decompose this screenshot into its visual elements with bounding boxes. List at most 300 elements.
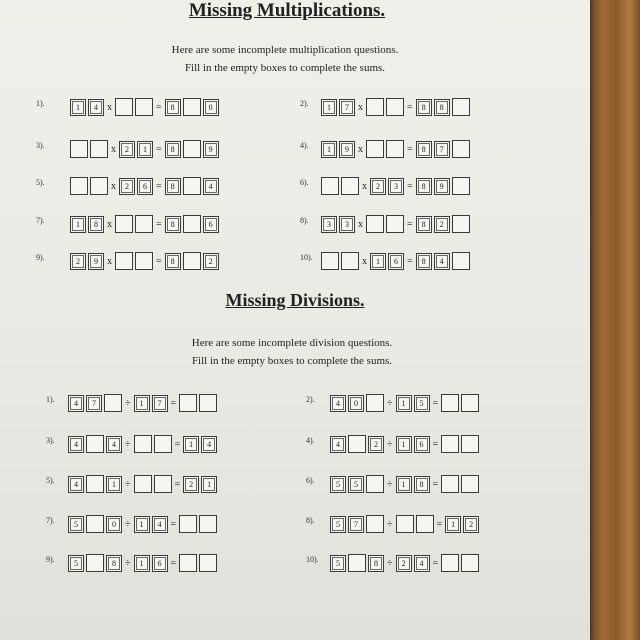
digit-box: [70, 99, 86, 116]
digit-text: 2: [465, 518, 477, 531]
answer-box-empty[interactable]: [416, 515, 434, 533]
digit-text: 5: [416, 397, 428, 410]
answer-box-empty[interactable]: [183, 252, 201, 270]
digit-box: [396, 395, 412, 412]
digit-text: 8: [436, 101, 448, 114]
answer-box-empty[interactable]: [341, 177, 359, 195]
equation-row: [321, 176, 472, 196]
divide-sign: ÷: [125, 478, 131, 490]
digit-box: [339, 216, 355, 233]
digit-text: 1: [323, 143, 335, 156]
equation-row: [70, 214, 221, 234]
digit-text: 9: [90, 255, 102, 268]
answer-box-empty[interactable]: [461, 435, 479, 453]
equation-row: [68, 434, 219, 454]
digit-box: [119, 141, 135, 158]
answer-box-empty[interactable]: [115, 252, 133, 270]
equation-row: [321, 139, 472, 159]
digit-box: [68, 476, 84, 493]
digit-box: [70, 216, 86, 233]
digit-text: 4: [90, 101, 102, 114]
equation-row: [70, 176, 221, 196]
digit-text: 4: [205, 180, 217, 193]
digit-text: 9: [341, 143, 353, 156]
digit-text: 4: [436, 255, 448, 268]
digit-box: [106, 516, 122, 533]
question-number: 6).: [300, 178, 309, 187]
digit-box: [203, 216, 219, 233]
answer-box-empty[interactable]: [199, 554, 217, 572]
answer-box-empty[interactable]: [441, 435, 459, 453]
question-number: 2).: [300, 99, 309, 108]
equation-row: [330, 434, 481, 454]
digit-text: 8: [418, 143, 430, 156]
digit-text: 5: [332, 557, 344, 570]
digit-box: [70, 253, 86, 270]
answer-box-empty[interactable]: [154, 475, 172, 493]
divide-sign: ÷: [125, 518, 131, 530]
answer-box-empty[interactable]: [441, 554, 459, 572]
answer-box-empty[interactable]: [366, 475, 384, 493]
digit-box: [388, 253, 404, 270]
answer-box-empty[interactable]: [366, 215, 384, 233]
answer-box-empty[interactable]: [199, 394, 217, 412]
digit-box: [88, 216, 104, 233]
answer-box-empty[interactable]: [135, 98, 153, 116]
equals-sign: =: [407, 143, 413, 155]
answer-box-empty[interactable]: [199, 515, 217, 533]
digit-box: [348, 516, 364, 533]
divide-sign: ÷: [125, 557, 131, 569]
digit-text: 4: [203, 438, 215, 451]
digit-text: 2: [436, 218, 448, 231]
digit-text: 2: [185, 478, 197, 491]
digit-text: 4: [70, 397, 82, 410]
digit-box: [330, 516, 346, 533]
digit-text: 0: [205, 101, 217, 114]
answer-box-empty[interactable]: [386, 140, 404, 158]
equals-sign: =: [407, 180, 413, 192]
answer-box-empty[interactable]: [321, 177, 339, 195]
digit-box: [88, 253, 104, 270]
digit-box: [416, 253, 432, 270]
digit-box: [152, 516, 168, 533]
digit-box: [152, 395, 168, 412]
division-title: Missing Divisions.: [225, 290, 365, 310]
digit-box: [396, 436, 412, 453]
equals-sign: =: [407, 218, 413, 230]
digit-box: [416, 178, 432, 195]
answer-box-empty[interactable]: [348, 554, 366, 572]
equals-sign: =: [156, 218, 162, 230]
digit-text: 1: [108, 478, 120, 491]
digit-box: [463, 516, 479, 533]
equation-row: [68, 393, 219, 413]
equation-row: [70, 251, 221, 271]
answer-box-empty[interactable]: [70, 140, 88, 158]
answer-box-empty[interactable]: [321, 252, 339, 270]
answer-box-empty[interactable]: [86, 475, 104, 493]
answer-box-empty[interactable]: [179, 515, 197, 533]
answer-box-empty[interactable]: [386, 98, 404, 116]
digit-box: [165, 178, 181, 195]
digit-box: [414, 476, 430, 493]
answer-box-empty[interactable]: [461, 475, 479, 493]
divide-sign: ÷: [387, 557, 393, 569]
digit-box: [434, 216, 450, 233]
equation-row: [68, 553, 219, 573]
answer-box-empty[interactable]: [341, 252, 359, 270]
digit-box: [106, 555, 122, 572]
answer-box-empty[interactable]: [86, 515, 104, 533]
digit-box: [134, 516, 150, 533]
equals-sign: =: [174, 438, 181, 450]
digit-text: 8: [167, 218, 179, 231]
question-number: 9).: [36, 253, 45, 262]
digit-text: 2: [121, 143, 133, 156]
digit-text: 6: [205, 218, 217, 231]
digit-text: 8: [108, 557, 120, 570]
equation-row: [68, 514, 219, 534]
digit-text: 6: [154, 557, 166, 570]
digit-text: 4: [108, 438, 120, 451]
answer-box-empty[interactable]: [154, 435, 172, 453]
digit-box: [330, 555, 346, 572]
digit-text: 8: [167, 255, 179, 268]
digit-box: [434, 178, 450, 195]
digit-box: [434, 99, 450, 116]
digit-text: 1: [323, 101, 335, 114]
answer-box-empty[interactable]: [366, 98, 384, 116]
digit-text: 1: [398, 478, 410, 491]
equation-row: [70, 97, 221, 117]
digit-text: 1: [447, 518, 459, 531]
multiplication-instructions: [0, 41, 580, 77]
digit-box: [414, 436, 430, 453]
division-instructions-line2: Fill in the empty boxes to complete the sums.: [191, 355, 393, 367]
question-number: 5).: [36, 178, 45, 187]
equals-sign: =: [170, 557, 177, 569]
digit-text: 1: [136, 518, 148, 531]
digit-text: 7: [436, 143, 448, 156]
question-number: 10).: [306, 555, 319, 564]
equals-sign: =: [432, 557, 439, 569]
digit-box: [88, 99, 104, 116]
digit-text: 4: [332, 397, 344, 410]
equals-sign: =: [156, 255, 162, 267]
digit-box: [396, 555, 412, 572]
digit-text: 5: [70, 557, 82, 570]
digit-box: [321, 99, 337, 116]
digit-box: [416, 141, 432, 158]
divide-sign: ÷: [387, 478, 393, 490]
digit-text: 8: [418, 180, 430, 193]
answer-box-empty[interactable]: [441, 394, 459, 412]
digit-text: 1: [136, 397, 148, 410]
digit-text: 3: [341, 218, 353, 231]
times-sign: x: [358, 101, 363, 113]
divide-sign: ÷: [387, 438, 393, 450]
digit-box: [183, 476, 199, 493]
answer-box-empty[interactable]: [386, 215, 404, 233]
equals-sign: =: [156, 143, 162, 155]
answer-box-empty[interactable]: [104, 394, 122, 412]
digit-box: [330, 395, 346, 412]
divide-sign: ÷: [387, 397, 393, 409]
answer-box-empty[interactable]: [452, 98, 470, 116]
digit-text: 8: [167, 180, 179, 193]
question-number: 6).: [306, 476, 315, 485]
digit-text: 1: [398, 438, 410, 451]
digit-box: [414, 395, 430, 412]
equals-sign: =: [407, 255, 413, 267]
digit-box: [137, 141, 153, 158]
digit-text: 1: [136, 557, 148, 570]
digit-box: [68, 395, 84, 412]
answer-box-empty[interactable]: [183, 98, 201, 116]
digit-text: 4: [332, 438, 344, 451]
digit-box: [165, 253, 181, 270]
answer-box-empty[interactable]: [461, 554, 479, 572]
divide-sign: ÷: [125, 397, 131, 409]
times-sign: x: [362, 255, 367, 267]
times-sign: x: [107, 101, 112, 113]
question-number: 7).: [36, 216, 45, 225]
digit-text: 4: [70, 438, 82, 451]
equation-row: [68, 474, 219, 494]
digit-text: 2: [72, 255, 84, 268]
digit-box: [321, 216, 337, 233]
digit-text: 8: [418, 255, 430, 268]
digit-text: 9: [436, 180, 448, 193]
answer-box-empty[interactable]: [135, 252, 153, 270]
equals-sign: =: [156, 180, 162, 192]
equals-sign: =: [432, 478, 439, 490]
equation-row: [321, 97, 472, 117]
equals-sign: =: [156, 101, 162, 113]
digit-box: [416, 216, 432, 233]
equals-sign: =: [407, 101, 413, 113]
answer-box-empty[interactable]: [90, 177, 108, 195]
digit-text: 2: [205, 255, 217, 268]
digit-text: 1: [398, 397, 410, 410]
digit-box: [119, 178, 135, 195]
digit-box: [165, 99, 181, 116]
digit-text: 7: [154, 397, 166, 410]
equation-row: [321, 214, 472, 234]
digit-box: [106, 476, 122, 493]
digit-box: [388, 178, 404, 195]
times-sign: x: [362, 180, 367, 192]
question-number: 9).: [46, 555, 55, 564]
digit-text: 4: [70, 478, 82, 491]
digit-box: [348, 395, 364, 412]
answer-box-empty[interactable]: [86, 435, 104, 453]
digit-text: 8: [416, 478, 428, 491]
digit-text: 1: [139, 143, 151, 156]
digit-box: [86, 395, 102, 412]
answer-box-empty[interactable]: [461, 394, 479, 412]
question-number: 7).: [46, 516, 55, 525]
answer-box-empty[interactable]: [183, 215, 201, 233]
division-instructions: [0, 334, 587, 370]
division-instructions-line1: Here are some incomplete division questions.: [191, 337, 393, 349]
equation-row: [70, 139, 221, 159]
answer-box-empty[interactable]: [452, 140, 470, 158]
digit-box: [203, 141, 219, 158]
digit-text: 5: [332, 518, 344, 531]
equals-sign: =: [432, 397, 439, 409]
times-sign: x: [358, 218, 363, 230]
digit-box: [414, 555, 430, 572]
digit-box: [370, 178, 386, 195]
answer-box-empty[interactable]: [115, 98, 133, 116]
equation-row: [330, 553, 481, 573]
digit-box: [68, 436, 84, 453]
digit-box: [348, 476, 364, 493]
digit-text: 4: [154, 518, 166, 531]
digit-box: [321, 141, 337, 158]
digit-box: [368, 436, 384, 453]
times-sign: x: [111, 180, 116, 192]
equals-sign: =: [170, 397, 177, 409]
times-sign: x: [358, 143, 363, 155]
digit-box: [165, 216, 181, 233]
digit-text: 4: [416, 557, 428, 570]
digit-box: [183, 436, 199, 453]
answer-box-empty[interactable]: [183, 177, 201, 195]
digit-box: [201, 436, 217, 453]
answer-box-empty[interactable]: [70, 177, 88, 195]
digit-text: 6: [390, 255, 402, 268]
digit-box: [68, 555, 84, 572]
digit-text: 5: [350, 478, 362, 491]
digit-box: [106, 436, 122, 453]
digit-box: [201, 476, 217, 493]
digit-text: 7: [88, 397, 100, 410]
digit-box: [330, 476, 346, 493]
digit-text: 2: [370, 438, 382, 451]
digit-text: 6: [416, 438, 428, 451]
digit-text: 1: [72, 218, 84, 231]
digit-box: [445, 516, 461, 533]
question-number: 3).: [46, 436, 55, 445]
digit-box: [416, 99, 432, 116]
equals-sign: =: [432, 438, 439, 450]
digit-text: 9: [205, 143, 217, 156]
wooden-table-surface: [588, 0, 640, 640]
digit-box: [370, 253, 386, 270]
digit-text: 1: [185, 438, 197, 451]
question-number: 3).: [36, 141, 45, 150]
digit-text: 2: [398, 557, 410, 570]
question-number: 1).: [46, 395, 55, 404]
question-number: 8).: [300, 216, 309, 225]
equals-sign: =: [170, 518, 177, 530]
digit-text: 7: [350, 518, 362, 531]
answer-box-empty[interactable]: [134, 435, 152, 453]
digit-box: [134, 395, 150, 412]
digit-box: [152, 555, 168, 572]
answer-box-empty[interactable]: [348, 435, 366, 453]
answer-box-empty[interactable]: [90, 140, 108, 158]
digit-text: 1: [72, 101, 84, 114]
equation-row: [330, 393, 481, 413]
digit-box: [434, 141, 450, 158]
answer-box-empty[interactable]: [179, 554, 197, 572]
digit-box: [339, 141, 355, 158]
answer-box-empty[interactable]: [366, 140, 384, 158]
digit-text: 5: [70, 518, 82, 531]
question-number: 8).: [306, 516, 315, 525]
digit-box: [203, 253, 219, 270]
question-number: 5).: [46, 476, 55, 485]
question-number: 1).: [36, 99, 45, 108]
digit-text: 5: [332, 478, 344, 491]
answer-box-empty[interactable]: [115, 215, 133, 233]
answer-box-empty[interactable]: [366, 515, 384, 533]
multiplication-title: Missing Multiplications.: [188, 0, 386, 21]
digit-box: [434, 253, 450, 270]
equation-row: [330, 474, 481, 494]
answer-box-empty[interactable]: [441, 475, 459, 493]
answer-box-empty[interactable]: [452, 177, 470, 195]
multiplication-instructions-line1: Here are some incomplete multiplication questions.: [171, 44, 399, 56]
question-number: 4).: [306, 436, 315, 445]
answer-box-empty[interactable]: [452, 252, 470, 270]
digit-text: 6: [139, 180, 151, 193]
answer-box-empty[interactable]: [452, 215, 470, 233]
answer-box-empty[interactable]: [134, 475, 152, 493]
answer-box-empty[interactable]: [366, 394, 384, 412]
answer-box-empty[interactable]: [179, 394, 197, 412]
equation-row: [330, 514, 481, 534]
divide-sign: ÷: [387, 518, 393, 530]
answer-box-empty[interactable]: [135, 215, 153, 233]
question-number: 10).: [300, 253, 313, 262]
answer-box-empty[interactable]: [396, 515, 414, 533]
digit-text: 8: [90, 218, 102, 231]
equals-sign: =: [436, 518, 443, 530]
digit-text: 2: [372, 180, 384, 193]
digit-box: [137, 178, 153, 195]
digit-box: [203, 99, 219, 116]
digit-text: 2: [121, 180, 133, 193]
digit-box: [330, 436, 346, 453]
multiplication-instructions-line2: Fill in the empty boxes to complete the sums.: [184, 62, 386, 74]
divide-sign: ÷: [125, 438, 131, 450]
digit-text: 1: [372, 255, 384, 268]
times-sign: x: [111, 143, 116, 155]
digit-box: [339, 99, 355, 116]
digit-text: 0: [108, 518, 120, 531]
digit-text: 1: [203, 478, 215, 491]
times-sign: x: [107, 218, 112, 230]
digit-text: 8: [418, 218, 430, 231]
times-sign: x: [107, 255, 112, 267]
digit-text: 8: [370, 557, 382, 570]
digit-text: 8: [167, 143, 179, 156]
digit-box: [396, 476, 412, 493]
question-number: 2).: [306, 395, 315, 404]
answer-box-empty[interactable]: [86, 554, 104, 572]
answer-box-empty[interactable]: [183, 140, 201, 158]
digit-text: 3: [390, 180, 402, 193]
equals-sign: =: [174, 478, 181, 490]
digit-text: 0: [350, 397, 362, 410]
digit-text: 3: [323, 218, 335, 231]
question-number: 4).: [300, 141, 309, 150]
